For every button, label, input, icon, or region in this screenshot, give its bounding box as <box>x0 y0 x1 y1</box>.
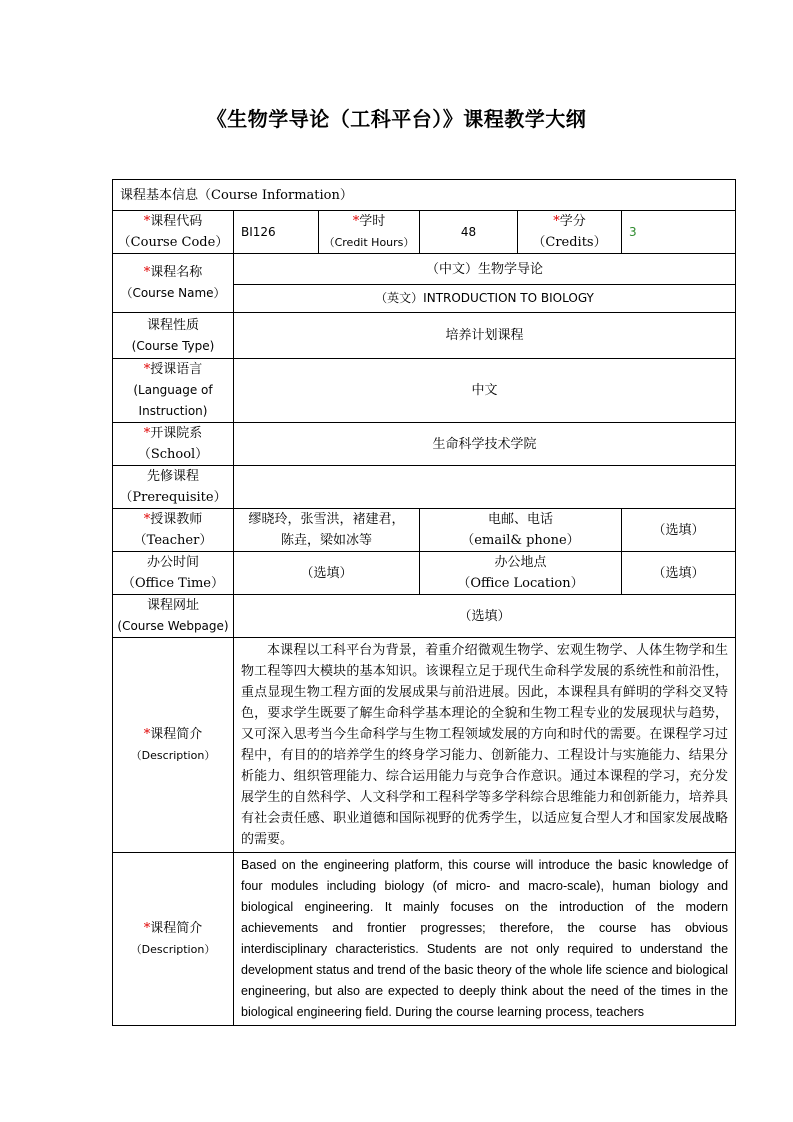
contact-value: （选填） <box>622 509 736 552</box>
teacher-names: 缪晓玲，张雪洪，褚建君， 陈垚，梁如冰等 <box>234 509 420 552</box>
prerequisite-row <box>113 466 736 509</box>
language-row <box>113 359 736 423</box>
office-time-label: 办公时间 （Office Time） <box>113 552 234 595</box>
description-cn-text: 本课程以工科平台为背景，着重介绍微观生物学、宏观生物学、人体生物学和生物工程等四大模块的基本知识。该课程立足于现代生命科学发展的系统性和前沿性，重点显现生物工程方面的发展成果与前沿进展。因此，本课程具有鲜明的学科交叉特色，要求学生既要了解生命科学基本理论的全貌和生物工程专业的发展现状与趋势，又可深入思考当今生命科学与生物工程领域发展的方向和时代的需要。在课程学习过程中，有目的的培养学生的终身学习能力、创新能力、工程设计与实施能力、结果分析能力、组织管理能力、综合运用能力与竞争合作意识。通过本课程的学习，充分发展学生的自然科学、人文科学和工程科学等多学科综合思维能力和创新能力，培养具有社会责任感、职业道德和国际视野的优秀学生，以适应复合型人才和国家发展战略的需要。 <box>234 638 736 853</box>
prerequisite-value <box>234 466 736 509</box>
section-header: 课程基本信息（Course Information） <box>113 180 736 211</box>
credit-hours-value: 48 <box>420 211 518 254</box>
course-code-value: BI126 <box>234 211 319 254</box>
description-cn-label: *课程简介 （Description） <box>113 638 234 853</box>
office-time-value: （选填） <box>234 552 420 595</box>
office-time-row <box>113 552 736 595</box>
course-type-value: 培养计划课程 <box>234 313 736 359</box>
teacher-row <box>113 509 736 552</box>
credits-value: 3 <box>622 211 736 254</box>
credits-label: *学分 （Credits） <box>518 211 622 254</box>
description-en-text: Based on the engineering platform, this course will introduce the basic knowledge of four modules including biology (of micro- and macro-scale), human biology and biological engineering. It mainly focuses on the introduction of the modern achievements and frontier progresses; therefore, the course has obvious interdisciplinary characteristics. Students are not only required to understand the development status and trend of the basic theory of the whole life science and biological engineering, but also are expected to deeply think about the need of the times in the biological engineering field. During the course learning process, teachers <box>234 853 736 1026</box>
school-label: *开课院系 （School） <box>113 423 234 466</box>
contact-label: 电邮、电话 （email& phone） <box>420 509 622 552</box>
course-type-row <box>113 313 736 359</box>
office-location-value: （选填） <box>622 552 736 595</box>
webpage-row <box>113 595 736 638</box>
course-name-label: *课程名称 （Course Name） <box>113 254 234 313</box>
prerequisite-label: 先修课程 （Prerequisite） <box>113 466 234 509</box>
course-type-label: 课程性质 (Course Type) <box>113 313 234 359</box>
description-en-label: *课程简介 （Description） <box>113 853 234 1026</box>
course-name-row <box>113 254 736 285</box>
description-en-row <box>113 853 736 1026</box>
course-info-table <box>112 179 736 1026</box>
description-cn-row <box>113 638 736 853</box>
course-name-en: （英文）INTRODUCTION TO BIOLOGY <box>234 285 736 313</box>
teacher-label: *授课教师 （Teacher） <box>113 509 234 552</box>
webpage-label: 课程网址 (Course Webpage) <box>113 595 234 638</box>
language-value: 中文 <box>234 359 736 423</box>
credit-hours-label: *学时 （Credit Hours） <box>319 211 420 254</box>
course-code-row <box>113 211 736 254</box>
course-code-label: *课程代码 （Course Code） <box>113 211 234 254</box>
school-row <box>113 423 736 466</box>
language-label: *授课语言 (Language of Instruction) <box>113 359 234 423</box>
school-value: 生命科学技术学院 <box>234 423 736 466</box>
webpage-value: （选填） <box>234 595 736 638</box>
course-name-cn: （中文）生物学导论 <box>234 254 736 285</box>
document-title: 《生物学导论（工科平台）》课程教学大纲 <box>206 107 587 131</box>
office-location-label: 办公地点 （Office Location） <box>420 552 622 595</box>
